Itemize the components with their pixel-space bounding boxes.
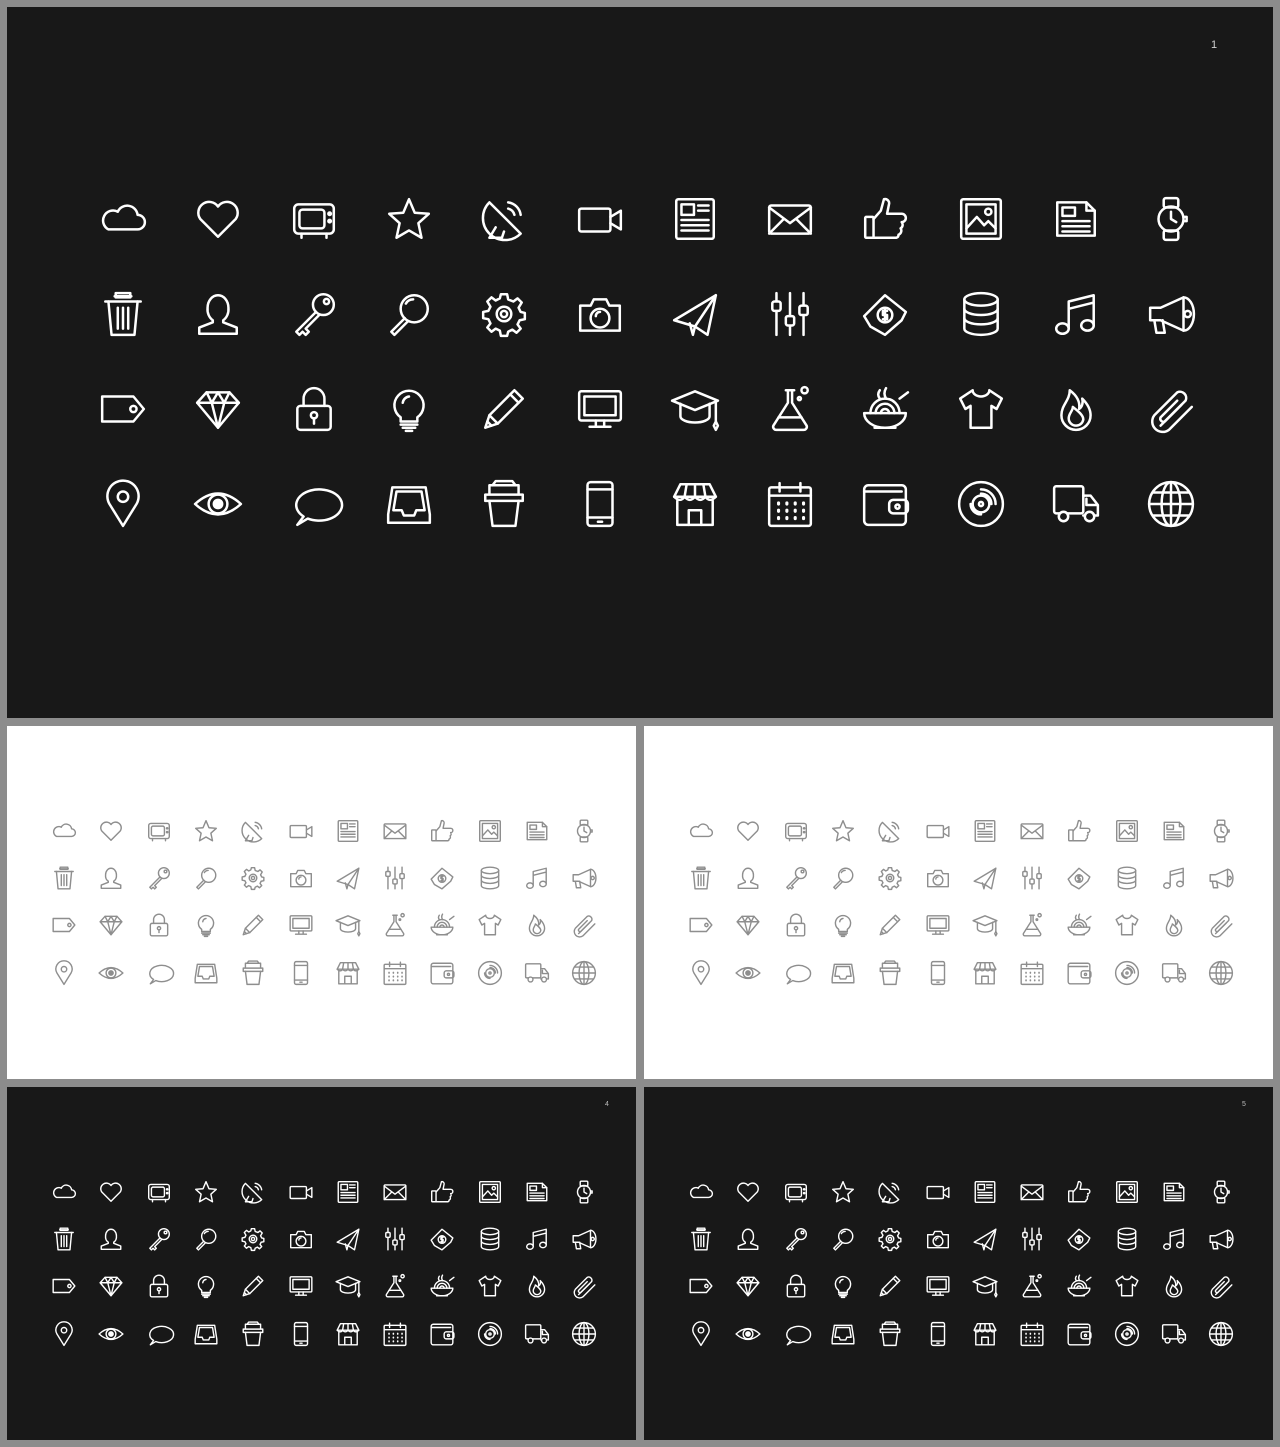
light-bulb-icon (830, 1273, 856, 1299)
diamond-icon (98, 912, 124, 938)
megaphone-icon (571, 1226, 597, 1252)
envelope-icon (1019, 818, 1045, 844)
tv-icon (289, 194, 339, 244)
picture-icon (956, 194, 1006, 244)
cloud-icon (98, 194, 148, 244)
equalizer-icon (382, 865, 408, 891)
money-icon (429, 1226, 455, 1252)
camera-icon (575, 289, 625, 339)
wallet-icon (429, 960, 455, 986)
watch-icon (571, 1179, 597, 1205)
satellite-dish-icon (479, 194, 529, 244)
heart-icon (735, 818, 761, 844)
flame-icon (524, 912, 550, 938)
paperclip-icon (571, 1273, 597, 1299)
diamond-icon (735, 1273, 761, 1299)
inbox-icon (193, 960, 219, 986)
video-camera-icon (925, 1179, 951, 1205)
speech-bubble-icon (783, 960, 809, 986)
monitor-icon (925, 912, 951, 938)
flame-icon (1161, 1273, 1187, 1299)
key-icon (146, 865, 172, 891)
flask-icon (382, 912, 408, 938)
inbox-icon (384, 479, 434, 529)
globe-icon (571, 960, 597, 986)
star-icon (193, 818, 219, 844)
tv-icon (146, 818, 172, 844)
slide-3 (644, 726, 1273, 1079)
cloud-icon (51, 818, 77, 844)
vinyl-disc-icon (1114, 960, 1140, 986)
monitor-icon (925, 1273, 951, 1299)
key-icon (783, 1226, 809, 1252)
flame-icon (1161, 912, 1187, 938)
paperclip-icon (571, 912, 597, 938)
coffee-cup-icon (877, 960, 903, 986)
t-shirt-icon (477, 1273, 503, 1299)
noodle-bowl-icon (1066, 1273, 1092, 1299)
speech-bubble-icon (289, 479, 339, 529)
watch-icon (1208, 1179, 1234, 1205)
vinyl-disc-icon (477, 1321, 503, 1347)
globe-icon (1146, 479, 1196, 529)
equalizer-icon (765, 289, 815, 339)
satellite-dish-icon (240, 1179, 266, 1205)
trash-can-icon (98, 289, 148, 339)
paper-plane-icon (335, 1226, 361, 1252)
light-bulb-icon (193, 1273, 219, 1299)
eye-icon (735, 1321, 761, 1347)
smartphone-icon (288, 960, 314, 986)
star-icon (830, 1179, 856, 1205)
tag-icon (51, 912, 77, 938)
picture-icon (477, 818, 503, 844)
monitor-icon (575, 384, 625, 434)
equalizer-icon (1019, 865, 1045, 891)
store-icon (972, 960, 998, 986)
database-icon (477, 865, 503, 891)
map-pin-icon (688, 960, 714, 986)
user-icon (193, 289, 243, 339)
speech-bubble-icon (146, 960, 172, 986)
eye-icon (735, 960, 761, 986)
t-shirt-icon (1114, 1273, 1140, 1299)
slide-number: 4 (605, 1101, 609, 1108)
music-note-icon (1161, 865, 1187, 891)
watch-icon (571, 818, 597, 844)
megaphone-icon (1208, 865, 1234, 891)
user-icon (735, 1226, 761, 1252)
cloud-icon (688, 818, 714, 844)
padlock-icon (783, 1273, 809, 1299)
light-bulb-icon (384, 384, 434, 434)
pencil-icon (240, 1273, 266, 1299)
newspaper-icon (972, 1179, 998, 1205)
tag-icon (688, 1273, 714, 1299)
flask-icon (1019, 912, 1045, 938)
camera-icon (288, 865, 314, 891)
star-icon (384, 194, 434, 244)
magnifier-icon (830, 1226, 856, 1252)
calendar-icon (382, 1321, 408, 1347)
paper-plane-icon (335, 865, 361, 891)
magnifier-icon (193, 1226, 219, 1252)
thumbs-up-icon (429, 818, 455, 844)
graduation-cap-icon (335, 1273, 361, 1299)
slide-4 (7, 1087, 636, 1440)
envelope-icon (382, 1179, 408, 1205)
camera-icon (288, 1226, 314, 1252)
camera-icon (925, 1226, 951, 1252)
video-camera-icon (288, 818, 314, 844)
smartphone-icon (925, 1321, 951, 1347)
speech-bubble-icon (146, 1321, 172, 1347)
t-shirt-icon (1114, 912, 1140, 938)
truck-icon (1051, 479, 1101, 529)
envelope-icon (1019, 1179, 1045, 1205)
padlock-icon (783, 912, 809, 938)
store-icon (972, 1321, 998, 1347)
eye-icon (98, 960, 124, 986)
heart-icon (98, 818, 124, 844)
padlock-icon (289, 384, 339, 434)
megaphone-icon (1146, 289, 1196, 339)
video-camera-icon (288, 1179, 314, 1205)
flask-icon (765, 384, 815, 434)
gear-icon (240, 1226, 266, 1252)
envelope-icon (765, 194, 815, 244)
cloud-icon (51, 1179, 77, 1205)
pencil-icon (877, 1273, 903, 1299)
thumbs-up-icon (1066, 818, 1092, 844)
gear-icon (877, 1226, 903, 1252)
paper-plane-icon (670, 289, 720, 339)
paperclip-icon (1208, 912, 1234, 938)
monitor-icon (288, 1273, 314, 1299)
vinyl-disc-icon (1114, 1321, 1140, 1347)
key-icon (146, 1226, 172, 1252)
satellite-dish-icon (240, 818, 266, 844)
megaphone-icon (571, 865, 597, 891)
wallet-icon (860, 479, 910, 529)
user-icon (98, 1226, 124, 1252)
tv-icon (783, 818, 809, 844)
heart-icon (98, 1179, 124, 1205)
inbox-icon (830, 960, 856, 986)
megaphone-icon (1208, 1226, 1234, 1252)
pencil-icon (240, 912, 266, 938)
heart-icon (735, 1179, 761, 1205)
inbox-icon (830, 1321, 856, 1347)
truck-icon (1161, 1321, 1187, 1347)
star-icon (830, 818, 856, 844)
slide-number: 1 (1211, 39, 1218, 51)
newspaper-icon (335, 818, 361, 844)
newspaper-icon (335, 1179, 361, 1205)
newspaper-icon (670, 194, 720, 244)
globe-icon (571, 1321, 597, 1347)
key-icon (783, 865, 809, 891)
light-bulb-icon (830, 912, 856, 938)
document-icon (1161, 818, 1187, 844)
video-camera-icon (925, 818, 951, 844)
tag-icon (51, 1273, 77, 1299)
map-pin-icon (51, 960, 77, 986)
satellite-dish-icon (877, 818, 903, 844)
graduation-cap-icon (972, 1273, 998, 1299)
t-shirt-icon (956, 384, 1006, 434)
document-icon (524, 1179, 550, 1205)
smartphone-icon (288, 1321, 314, 1347)
watch-icon (1146, 194, 1196, 244)
monitor-icon (288, 912, 314, 938)
music-note-icon (1161, 1226, 1187, 1252)
satellite-dish-icon (877, 1179, 903, 1205)
money-icon (429, 865, 455, 891)
thumbs-up-icon (1066, 1179, 1092, 1205)
slide-1 (7, 7, 1273, 718)
tv-icon (146, 1179, 172, 1205)
truck-icon (524, 1321, 550, 1347)
calendar-icon (1019, 960, 1045, 986)
equalizer-icon (382, 1226, 408, 1252)
smartphone-icon (575, 479, 625, 529)
eye-icon (193, 479, 243, 529)
gear-icon (240, 865, 266, 891)
trash-can-icon (688, 1226, 714, 1252)
tv-icon (783, 1179, 809, 1205)
money-icon (1066, 865, 1092, 891)
key-icon (289, 289, 339, 339)
padlock-icon (146, 912, 172, 938)
map-pin-icon (98, 479, 148, 529)
user-icon (735, 865, 761, 891)
database-icon (1114, 1226, 1140, 1252)
graduation-cap-icon (335, 912, 361, 938)
magnifier-icon (830, 865, 856, 891)
coffee-cup-icon (877, 1321, 903, 1347)
eye-icon (98, 1321, 124, 1347)
inbox-icon (193, 1321, 219, 1347)
diamond-icon (193, 384, 243, 434)
star-icon (193, 1179, 219, 1205)
vinyl-disc-icon (956, 479, 1006, 529)
picture-icon (1114, 818, 1140, 844)
speech-bubble-icon (783, 1321, 809, 1347)
flask-icon (1019, 1273, 1045, 1299)
noodle-bowl-icon (429, 1273, 455, 1299)
diamond-icon (98, 1273, 124, 1299)
magnifier-icon (384, 289, 434, 339)
calendar-icon (382, 960, 408, 986)
store-icon (670, 479, 720, 529)
picture-icon (477, 1179, 503, 1205)
newspaper-icon (972, 818, 998, 844)
graduation-cap-icon (972, 912, 998, 938)
watch-icon (1208, 818, 1234, 844)
slide-5 (644, 1087, 1273, 1440)
user-icon (98, 865, 124, 891)
document-icon (1051, 194, 1101, 244)
gear-icon (877, 865, 903, 891)
trash-can-icon (51, 1226, 77, 1252)
trash-can-icon (51, 865, 77, 891)
tag-icon (688, 912, 714, 938)
pencil-icon (877, 912, 903, 938)
magnifier-icon (193, 865, 219, 891)
truck-icon (524, 960, 550, 986)
noodle-bowl-icon (429, 912, 455, 938)
flame-icon (524, 1273, 550, 1299)
paperclip-icon (1146, 384, 1196, 434)
tag-icon (98, 384, 148, 434)
database-icon (956, 289, 1006, 339)
document-icon (1161, 1179, 1187, 1205)
music-note-icon (1051, 289, 1101, 339)
globe-icon (1208, 960, 1234, 986)
vinyl-disc-icon (477, 960, 503, 986)
wallet-icon (1066, 1321, 1092, 1347)
gear-icon (479, 289, 529, 339)
wallet-icon (429, 1321, 455, 1347)
padlock-icon (146, 1273, 172, 1299)
database-icon (477, 1226, 503, 1252)
paper-plane-icon (972, 1226, 998, 1252)
music-note-icon (524, 865, 550, 891)
flask-icon (382, 1273, 408, 1299)
slide-number: 5 (1242, 1101, 1246, 1108)
cloud-icon (688, 1179, 714, 1205)
noodle-bowl-icon (1066, 912, 1092, 938)
thumbs-up-icon (429, 1179, 455, 1205)
heart-icon (193, 194, 243, 244)
noodle-bowl-icon (860, 384, 910, 434)
store-icon (335, 960, 361, 986)
paperclip-icon (1208, 1273, 1234, 1299)
wallet-icon (1066, 960, 1092, 986)
envelope-icon (382, 818, 408, 844)
music-note-icon (524, 1226, 550, 1252)
map-pin-icon (688, 1321, 714, 1347)
coffee-cup-icon (240, 960, 266, 986)
light-bulb-icon (193, 912, 219, 938)
slide-2 (7, 726, 636, 1079)
flame-icon (1051, 384, 1101, 434)
equalizer-icon (1019, 1226, 1045, 1252)
t-shirt-icon (477, 912, 503, 938)
calendar-icon (765, 479, 815, 529)
diamond-icon (735, 912, 761, 938)
smartphone-icon (925, 960, 951, 986)
coffee-cup-icon (240, 1321, 266, 1347)
picture-icon (1114, 1179, 1140, 1205)
truck-icon (1161, 960, 1187, 986)
video-camera-icon (575, 194, 625, 244)
store-icon (335, 1321, 361, 1347)
document-icon (524, 818, 550, 844)
pencil-icon (479, 384, 529, 434)
graduation-cap-icon (670, 384, 720, 434)
globe-icon (1208, 1321, 1234, 1347)
camera-icon (925, 865, 951, 891)
map-pin-icon (51, 1321, 77, 1347)
trash-can-icon (688, 865, 714, 891)
database-icon (1114, 865, 1140, 891)
coffee-cup-icon (479, 479, 529, 529)
thumbs-up-icon (860, 194, 910, 244)
money-icon (1066, 1226, 1092, 1252)
paper-plane-icon (972, 865, 998, 891)
money-icon (860, 289, 910, 339)
calendar-icon (1019, 1321, 1045, 1347)
